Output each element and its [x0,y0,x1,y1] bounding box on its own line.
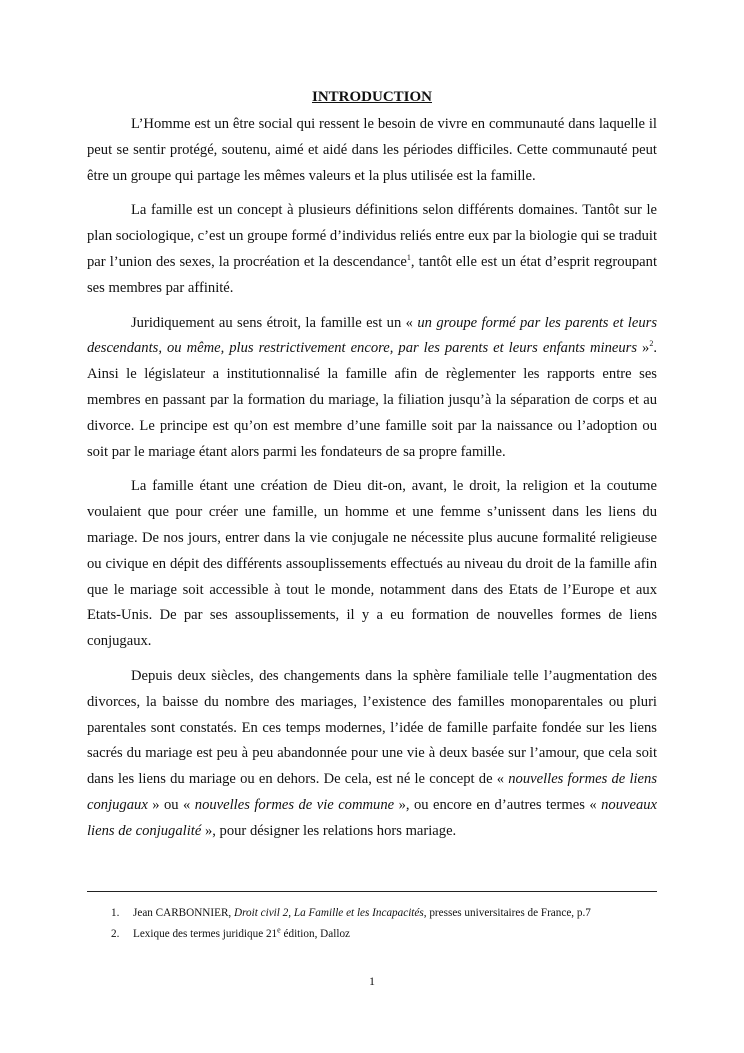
paragraph-5-text-mid-2: », ou encore en d’autres termes « [394,796,602,813]
footnote-superscript: e [277,925,281,935]
italic-term-1: nouvelles formes de liens conjugaux [87,771,658,813]
footnote-publisher: , presses universitaires de France, p.7 [423,907,591,919]
paragraph-1 [87,112,657,189]
paragraph-5-text-start: Depuis deux siècles, des changements dans la sphère familiale telle l’augmentation des divorces, la baisse du nombre des mariages, l’existence des familles monoparentales ou pluri parentales sont constatés. En ces temps modernes, l’idée de famille parfaite fondée sur les liens sacrés du mariage est peu à peu abandonnée pour une vie à deux basée sur l’amour, que cela soit dans les liens du mariage ou en dehors. De cela, est né le concept de « [87,667,657,788]
paragraph-4-text: La famille étant une création de Dieu dit-on, avant, le droit, la religion et la coutume voulaient que pour créer une famille, un homme et une femme s’unissent dans les liens du mariage. De nos jours, entrer dans la vie conjugale ne nécessite plus aucune formalité religieuse ou civique en dépit des différents assouplissements effectués au niveau du droit de la famille afin que le mariage soit accessible à tout le monde, notamment dans des Etats de l’Europe et aux Etats-Unis. De par ses assouplissements, il y a eu formation de nouvelles formes de liens conjugaux. [87,478,657,650]
body-text [87,112,657,854]
paragraph-5-text-mid-1: » ou « [147,796,195,813]
paragraph-3 [87,311,657,466]
footnote-author: Jean CARBONNIER, [133,907,234,919]
footnote-number: 2. [111,928,120,940]
legal-definition-quote: un groupe formé par les parents et leurs descendants, ou même, plus restrictivement encore, par les parents et leurs enfants mineurs [87,314,657,357]
paragraph-3-text-start: Juridiquement au sens étroit, la famille est un « [131,314,418,331]
paragraph-1-text: L’Homme est un être social qui ressent le besoin de vivre en communauté dans laquelle il peut se sentir protégé, soutenu, aimé et aidé dans les périodes difficiles. Cette communauté peut être un groupe qui partage les mêmes valeurs et la plus utilisée est la famille. [87,116,657,184]
footnote-text-start: Lexique des termes juridique 21 [133,928,278,940]
paragraph-2 [87,198,657,301]
footnote-text-end: édition, Dalloz [280,928,351,940]
footnote-number: 1. [111,907,120,919]
paragraph-3-text-end: . Ainsi le législateur a institutionnalisé la famille afin de règlementer les rapports entre ses membres en passant par la formation du mariage, la filiation jusqu’à la séparation de corps et au divorce. Le principe est qu’on est membre d’une famille soit par la naissance ou l’adoption ou soit par le mariage étant alors parmi les fondateurs de sa propre famille. [87,340,657,460]
footnote-2 [87,924,667,945]
footnote-ref-2: 2 [649,339,654,349]
footnote-1 [87,903,667,924]
footnote-separator [87,891,657,892]
footnotes-list [87,903,667,945]
paragraph-5 [87,664,657,845]
italic-term-2: nouvelles formes de vie commune [194,796,395,813]
paragraph-2-text-end: , tantôt elle est un état d’esprit regroupant ses membres par affinité. [87,253,657,296]
page-number: 1 [369,974,375,988]
footnote-ref-1: 1 [406,253,411,263]
paragraph-3-quote-close: » [637,340,650,357]
paragraph-2-text-start: La famille est un concept à plusieurs définitions selon différents domaines. Tantôt sur le plan sociologique, c’est un groupe formé d’individus reliés entre eux par la biologie qui se traduit par l’union des sexes, la procréation et la descendance [87,202,657,270]
page-title: INTRODUCTION [311,89,432,105]
paragraph-5-text-end: », pour désigner les relations hors mariage. [201,822,457,839]
italic-term-3: nouveaux liens de conjugalité [87,796,658,839]
paragraph-4 [87,474,657,655]
footnote-work-title: Droit civil 2, La Famille et les Incapacités [234,907,424,919]
